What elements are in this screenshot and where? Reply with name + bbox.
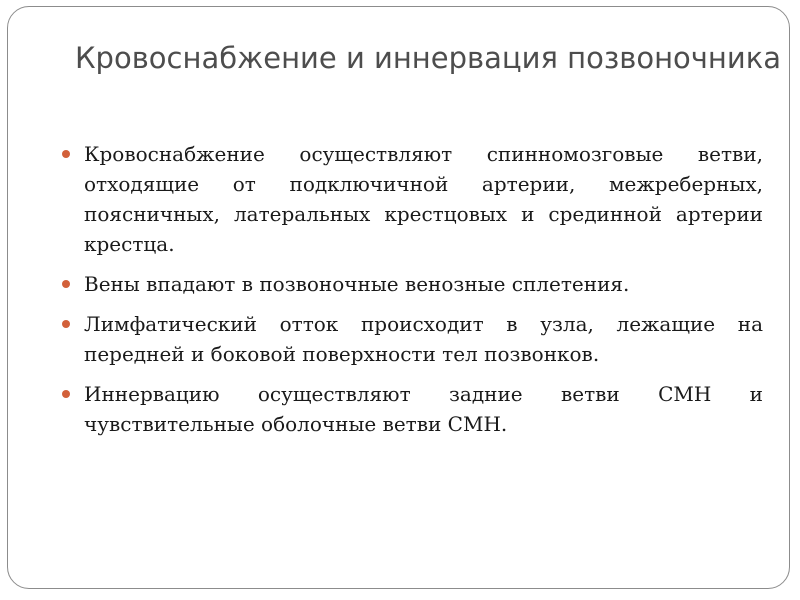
bullet-dot-icon: [62, 320, 70, 328]
bullet-item-lymph: [58, 309, 763, 369]
bullet-list: [58, 139, 763, 449]
bullet-text: Лимфатический отток происходит в узла, лежащие на передней и боковой поверхности тел позвонков.: [84, 312, 763, 366]
bullet-item-blood-supply: [58, 139, 763, 259]
bullet-dot-icon: [62, 150, 70, 158]
bullet-item-veins: [58, 269, 763, 299]
bullet-dot-icon: [62, 390, 70, 398]
bullet-text: Иннервацию осуществляют задние ветви СМН и чувствительные оболочные ветви СМН.: [84, 382, 763, 436]
bullet-dot-icon: [62, 280, 70, 288]
bullet-text: Кровоснабжение осуществляют спинномозговые ветви, отходящие от подключичной артерии, межреберных, поясничных, латеральных крестцовых и срединной артерии крестца.: [84, 142, 763, 256]
bullet-text: Вены впадают в позвоночные венозные сплетения.: [84, 272, 630, 296]
slide-title: Кровоснабжение и иннервация позвоночника: [74, 41, 782, 75]
slide-frame: [7, 6, 790, 589]
bullet-item-innervation: [58, 379, 763, 439]
